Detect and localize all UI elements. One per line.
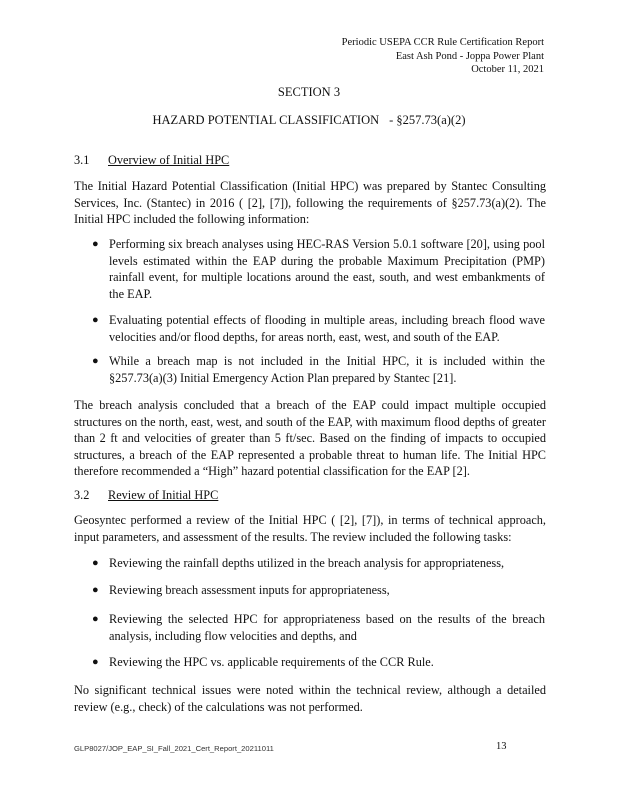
list-item — [92, 582, 545, 599]
bullet-icon: ● — [92, 238, 99, 250]
list-item — [92, 236, 545, 302]
footer-document-id: GLP8027/JOP_EAP_SI_Fall_2021_Cert_Report_20211011 — [74, 744, 274, 753]
header-report-title: Periodic USEPA CCR Rule Certification Report — [341, 37, 544, 48]
footer-page-number: 13 — [496, 741, 507, 752]
section-number: SECTION 3 — [277, 85, 341, 99]
bullet-icon: ● — [92, 355, 99, 367]
list-item — [92, 654, 545, 671]
list-item — [92, 312, 545, 345]
closing-paragraph-3-2: No significant technical issues were noted within the technical review, although a detailed review (e.g., check) of the calculations was not performed. — [74, 683, 546, 714]
list-item-text: Evaluating potential effects of flooding in multiple areas, including breach flood wave velocities and/or flood depths, for areas north, east, west, and south of the EAP. — [109, 313, 545, 344]
subsection-number: 3.2 — [74, 488, 90, 502]
bullet-icon: ● — [92, 557, 99, 569]
subsection-number: 3.1 — [74, 153, 90, 167]
subsection-title: Review of Initial HPC — [108, 488, 219, 502]
list-item-text: Reviewing the selected HPC for appropriateness based on the results of the breach analysis, including flow velocities and depths, and — [109, 612, 545, 643]
bullet-icon: ● — [92, 656, 99, 668]
list-item-text: Reviewing the HPC vs. applicable requirements of the CCR Rule. — [109, 655, 434, 669]
list-item-text: Reviewing the rainfall depths utilized in the breach analysis for appropriateness, — [109, 556, 505, 570]
closing-paragraph-3-1: The breach analysis concluded that a breach of the EAP could impact multiple occupied structures on the north, east, west, and south of the EAP, with maximum flood depths of greater than 2 ft and velocities of greater than 5 ft/sec. Based on the finding of impacts to occupied structures, a breach of the EAP represented a probable threat to human life. The Initial HPC therefore recommended a “High” hazard potential classification for the EAP [2]. — [74, 398, 546, 479]
bullet-icon: ● — [92, 613, 99, 625]
list-item — [92, 353, 545, 386]
list-item-text: Performing six breach analyses using HEC-RAS Version 5.0.1 software [20], using pool levels estimated within the EAP during the probable Maximum Precipitation (PMP) rainfall event, for multiple locations around the east, south, and west embankments of the EAP. — [109, 237, 545, 301]
bullet-icon: ● — [92, 314, 99, 326]
subsection-heading-3-1 — [74, 152, 229, 169]
header-date: October 11, 2021 — [471, 64, 544, 76]
bullet-icon: ● — [92, 584, 99, 596]
section-title — [0, 112, 618, 129]
header-site-name: East Ash Pond - Joppa Power Plant — [395, 50, 544, 62]
section-title-text: HAZARD POTENTIAL CLASSIFICATION — [152, 113, 380, 127]
list-item-text: While a breach map is not included in the Initial HPC, it is included within the §257.73(a)(3) Initial Emergency Action Plan prepared by Stantec [21]. — [109, 354, 545, 385]
subsection-heading-3-2 — [74, 487, 218, 504]
list-item — [92, 611, 545, 644]
page-header — [342, 36, 544, 77]
list-item-text: Reviewing breach assessment inputs for appropriateness, — [109, 583, 390, 597]
list-item — [92, 555, 545, 572]
intro-paragraph-3-2: Geosyntec performed a review of the Initial HPC ( [2], [7]), in terms of technical approach, input parameters, and assessment of the results. The review included the following tasks: — [74, 513, 546, 544]
intro-paragraph-3-1: The Initial Hazard Potential Classification (Initial HPC) was prepared by Stantec Consulting Services, Inc. (Stantec) in 2016 ( [2], [7]), following the requirements of §257.73(a)(2). The Initial HPC included the following information: — [74, 179, 546, 227]
subsection-title: Overview of Initial HPC — [108, 153, 230, 167]
section-title-reference: - §257.73(a)(2) — [389, 113, 466, 127]
